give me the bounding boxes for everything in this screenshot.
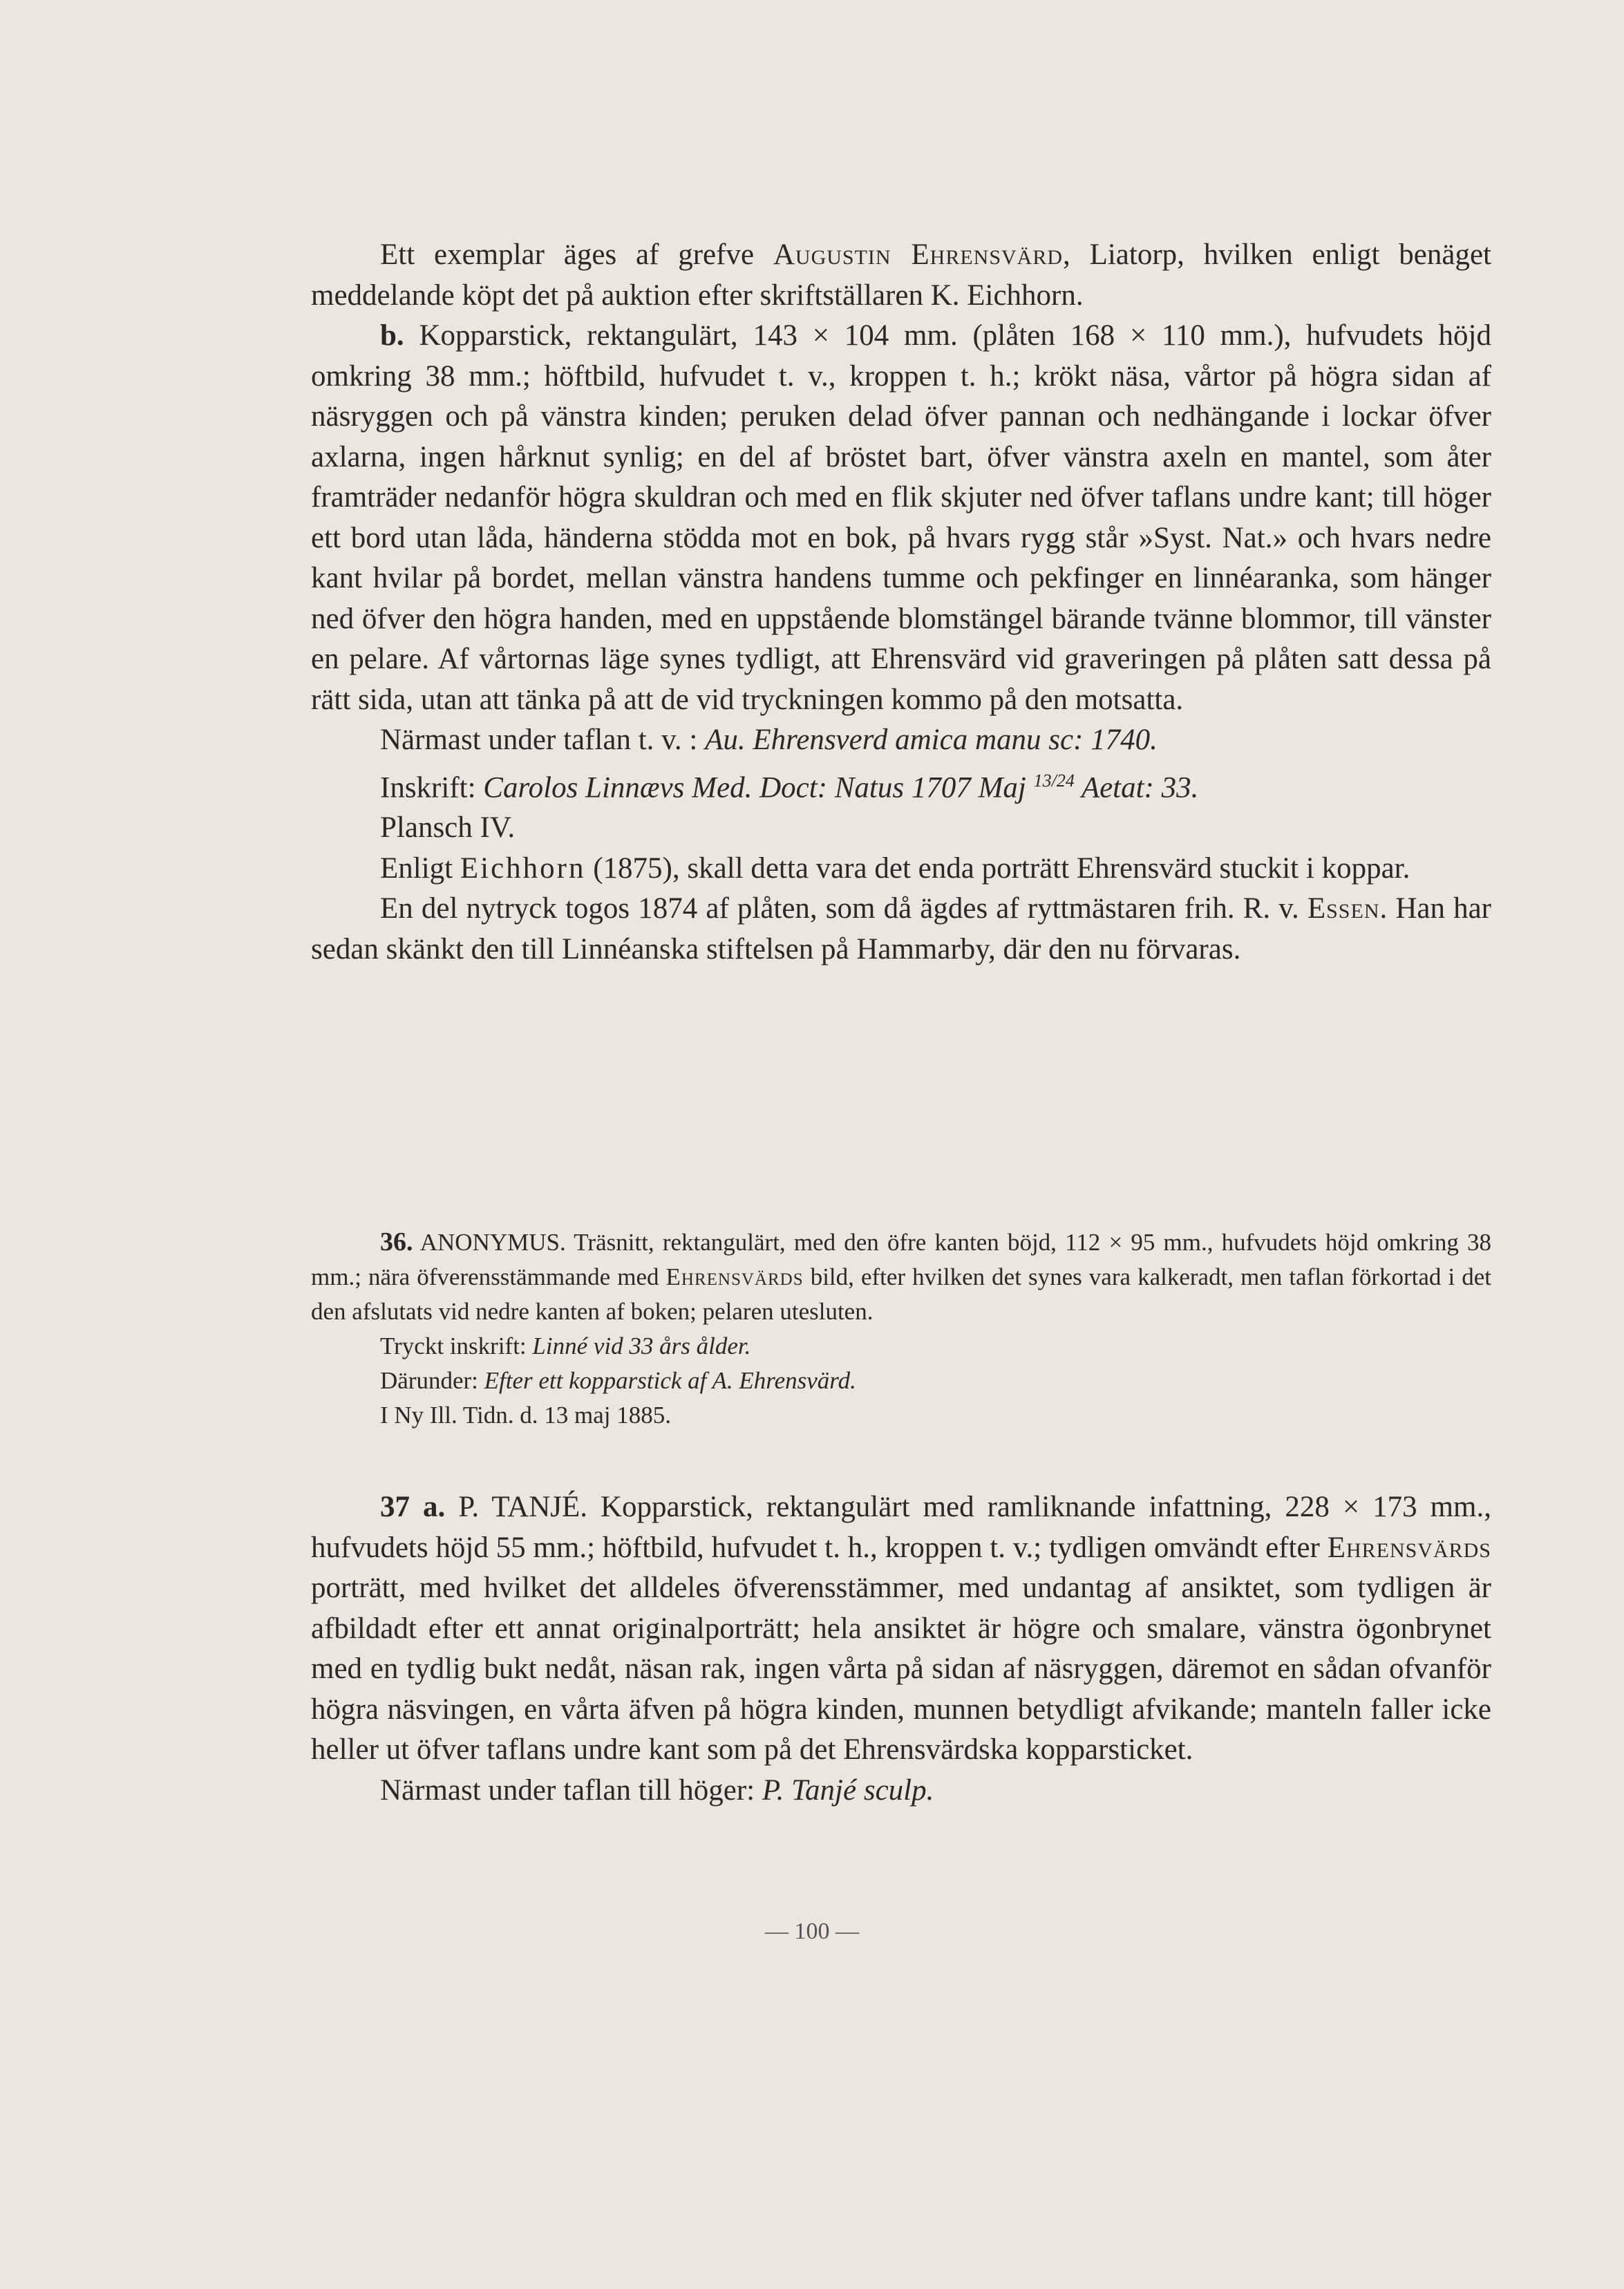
inscription-label: Därunder:	[380, 1367, 484, 1394]
entry-label: b.	[380, 319, 404, 352]
paragraph-reprint	[311, 889, 1491, 970]
inscription-text: Efter ett kopparstick af A. Ehrensvärd.	[484, 1367, 856, 1394]
inscription-label: Tryckt inskrift:	[380, 1332, 533, 1359]
text: Ett exemplar äges af grefve	[380, 238, 773, 271]
person-name: Ehrensvärds	[665, 1263, 804, 1290]
person-name: Eichhorn	[460, 851, 586, 885]
entry-number: 37 a.	[380, 1491, 446, 1523]
paragraph-owner	[311, 235, 1491, 316]
entry-description: porträtt, med hvilket det alldeles öfverensstämmer, med undantag af ansiktet, som tydligen är afbildadt efter ett annat originalporträtt; hela ansiktet är högre och smalare, vänstra ögonbrynet med en tydlig bukt nedåt, näsan rak, ingen vårta på sidan af näsryggen, däremot en sådan ofvanför högra näsvingen, en vårta äfven på högra kinden, munnen betydligt afvikande; manteln faller icke heller ut öfver taflans undre kant som på det Ehrensvärdska kopparsticket.	[311, 1572, 1491, 1766]
caption-text: P. Tanjé sculp.	[762, 1773, 934, 1807]
paragraph-below	[311, 1364, 1491, 1398]
person-name: Ehrensvärds	[1327, 1531, 1491, 1564]
entry-description: Kopparstick, rektangulärt, 143 × 104 mm. (plåten 168 × 110 mm.), hufvudets höjd omkring 38 mm.; höftbild, hufvudet t. v., kroppen t. h.; krökt näsa, vårtor på högra sidan af näsryggen och på vänstra kinden; peruken delad öfver pannan och nedhängande i lockar öfver axlarna, ingen hårknut synlig; en del af bröstet bart, öfver vänstra axeln en mantel, som åter framträder nedanför högra skuldran och med en flik skjuter ned öfver taflans undre kant; till höger ett bord utan låda, händerna stödda mot en bok, på hvars rygg står »Syst. Nat.» och hvars nedre kant hvilar på bordet, mellan vänstra handens tumme och pekfinger en linnéaranka, som hänger ned öfver den högra handen, med en uppstående blomstängel bärande tvänne blommor, till vänster en pelare. Af vårtornas läge synes tydligt, att Ehrensvärd vid graveringen på plåten satt dessa på rätt sida, utan att tänka på att de vid tryckningen kommo på den motsatta.	[311, 319, 1491, 716]
paragraph-entry-36	[311, 1225, 1491, 1329]
text-block-entry-36	[311, 1225, 1491, 1433]
entry-description: bild, efter hvilken det synes vara kalkeradt, men taflan förkortad i det den afslutats vid nedre kanten af boken; pelaren utesluten.	[311, 1263, 1491, 1325]
text-block-entry-37a	[311, 1487, 1491, 1811]
caption-label: Närmast under taflan till höger:	[380, 1773, 762, 1807]
paragraph-printed-inscription	[311, 1329, 1491, 1364]
entry-number: 36.	[380, 1227, 413, 1256]
paragraph-under-caption	[311, 1771, 1491, 1811]
caption-text: Au. Ehrensverd amica manu sc: 1740.	[705, 724, 1158, 756]
artist-name: ANONYMUS.	[419, 1229, 566, 1256]
text: . Han har sedan skänkt den till Linnéanska stiftelsen på Hammarby, där den nu förvaras.	[311, 892, 1492, 965]
text-block-entry-b	[311, 235, 1491, 970]
paragraph-eichhorn	[311, 849, 1491, 889]
paragraph-under-caption	[311, 720, 1491, 761]
paragraph-inscription	[311, 761, 1491, 809]
text: , Liatorp, hvilken enligt benäget meddelande köpt det på auktion efter skriftställaren K. Eichhorn.	[311, 238, 1491, 312]
paragraph-entry-b	[311, 316, 1491, 720]
entry-description: Kopparstick, rektangulärt med ramliknande infattning, 228 × 173 mm., hufvudets höjd 55 mm.; höftbild, hufvudet t. h., kroppen t. v.; tydligen omvändt efter	[311, 1491, 1491, 1564]
artist-name: P. TANJÉ.	[458, 1491, 587, 1523]
person-name: Essen	[1307, 892, 1380, 925]
inscription-fraction: 13/24	[1033, 770, 1075, 791]
inscription-label: Inskrift:	[380, 771, 484, 804]
entry-description: Träsnitt, rektangulärt, med den öfre kanten böjd, 112 × 95 mm., hufvudets höjd omkring 38 mm.; nära öfverensstämmande med	[311, 1229, 1491, 1290]
inscription-text: Carolos Linnævs Med. Doct: Natus 1707 Maj	[483, 771, 1034, 804]
text: (1875), skall detta vara det enda porträtt Ehrensvärd stuckit i koppar.	[585, 851, 1410, 885]
page-number: — 100 —	[765, 1919, 859, 1944]
inscription-text: Linné vid 33 års ålder.	[532, 1332, 751, 1359]
source-reference: I Ny Ill. Tidn. d. 13 maj 1885.	[380, 1402, 672, 1429]
text: Enligt	[380, 851, 460, 885]
plate-reference: Plansch IV.	[380, 811, 516, 845]
person-name: Augustin Ehrensvärd	[773, 238, 1064, 271]
paragraph-entry-37a	[311, 1487, 1491, 1771]
inscription-text: Aetat: 33.	[1074, 771, 1199, 804]
caption-label: Närmast under taflan t. v. :	[380, 724, 706, 756]
text: En del nytryck togos 1874 af plåten, som då ägdes af ryttmästaren frih. R. v.	[380, 892, 1307, 925]
